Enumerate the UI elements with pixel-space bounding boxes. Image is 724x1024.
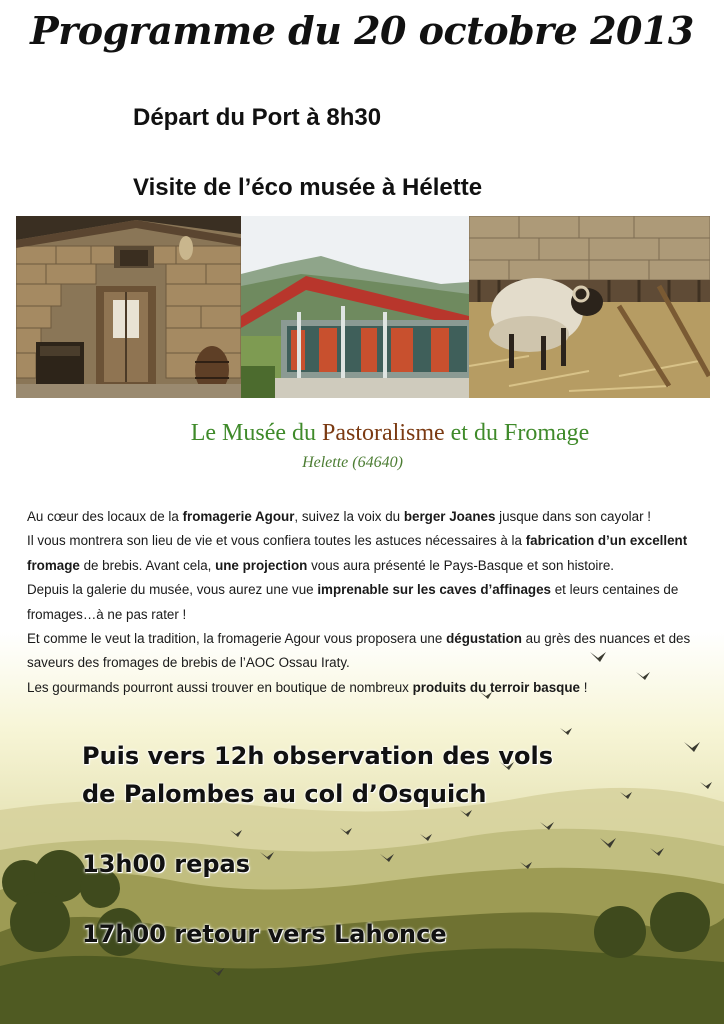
- description-paragraph: [27, 505, 711, 529]
- description-text: Depuis la galerie du musée, vous aurez une vue: [27, 582, 318, 598]
- description-bold: berger Joanes: [403, 509, 496, 524]
- description-text: jusque dans son cayolar !: [495, 509, 651, 524]
- schedule-observation-line2: de Palombes au col d’Osquich: [82, 780, 487, 808]
- schedule-meal: 13h00 repas: [82, 850, 251, 878]
- description-paragraph: [27, 676, 711, 700]
- museum-description: [27, 505, 711, 700]
- description-text: , suivez la voix du: [294, 509, 404, 524]
- description-text: Il vous montrera son lieu de vie et vous confiera toutes les astuces nécessaires à la: [27, 533, 526, 549]
- description-text: au grès des nuances et des saveurs des fromages de brebis de l’AOC Ossau Iraty.: [27, 631, 691, 671]
- description-bold: fromagerie Agour: [182, 509, 295, 524]
- description-bold: fabrication d’un excellent fromage: [27, 533, 688, 573]
- description-text: Au cœur des locaux de la: [27, 509, 183, 524]
- museum-building-photo: [241, 216, 469, 398]
- departure-text: Départ du Port à 8h30: [133, 104, 382, 131]
- description-text: Les gourmands pourront aussi trouver en boutique de nombreux: [27, 679, 413, 695]
- description-text: !: [580, 679, 588, 695]
- museum-heading-part1: Le Musée du: [190, 420, 322, 446]
- description-text: et leurs centaines de fromages…à ne pas rater !: [27, 582, 679, 622]
- museum-heading-part3: et du Fromage: [444, 420, 590, 446]
- description-bold: produits du terroir basque: [412, 679, 580, 695]
- museum-heading-part2: Pastoralisme: [322, 420, 445, 446]
- stone-house-photo: [16, 216, 241, 398]
- description-paragraph: [27, 578, 711, 627]
- description-bold: une projection: [215, 557, 308, 573]
- description-text: Et comme le veut la tradition, la fromagerie Agour vous proposera une: [27, 631, 447, 647]
- description-paragraph: [27, 627, 711, 676]
- schedule-return: 17h00 retour vers Lahonce: [82, 920, 447, 948]
- photo-strip: [16, 216, 710, 398]
- museum-location: Helette (64640): [302, 454, 403, 471]
- description-text: de brebis. Avant cela,: [79, 557, 216, 573]
- description-paragraph: [27, 529, 711, 578]
- museum-heading: [0, 420, 724, 447]
- description-bold: dégustation: [446, 631, 522, 647]
- page-title: Programme du 20 octobre 2013: [30, 8, 694, 53]
- visit-text: Visite de l’éco musée à Hélette: [133, 174, 483, 201]
- description-bold: imprenable sur les caves d’affinages: [317, 582, 552, 598]
- description-text: vous aura présenté le Pays-Basque et son histoire.: [307, 557, 615, 573]
- schedule-observation-line1: Puis vers 12h observation des vols: [82, 742, 554, 770]
- sheep-photo: [469, 216, 710, 398]
